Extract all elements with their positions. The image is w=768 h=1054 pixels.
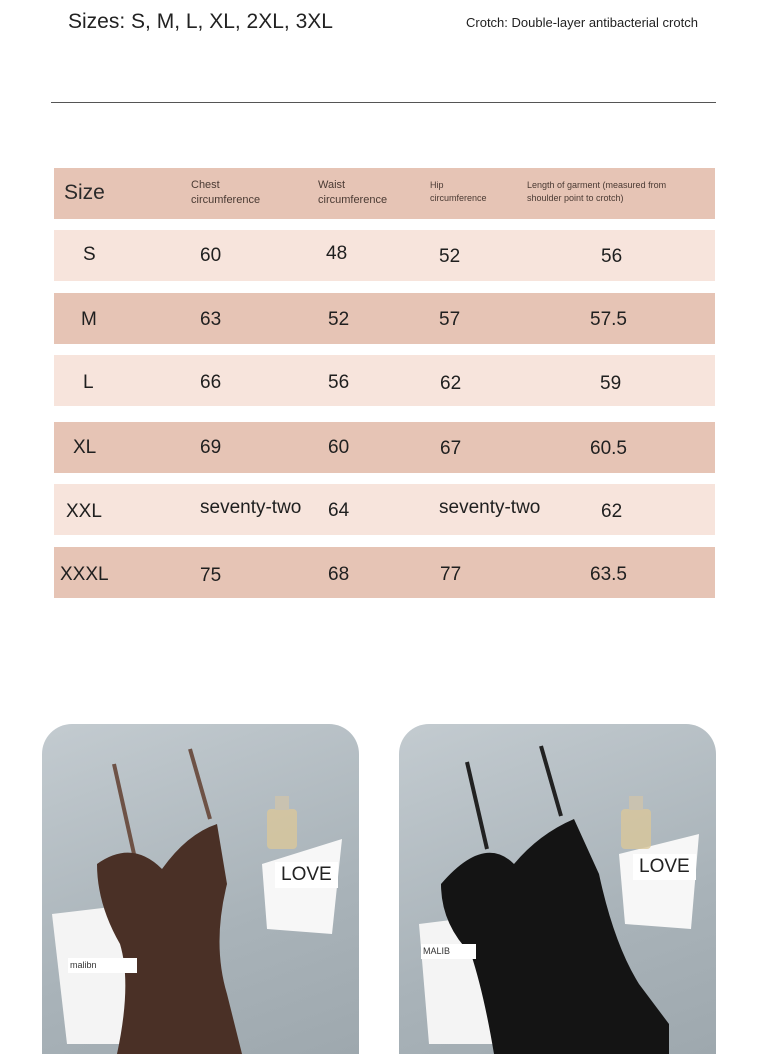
cell-chest: 60 <box>200 245 222 266</box>
sizes-text: Sizes: S, M, L, XL, 2XL, 3XL <box>68 10 333 33</box>
cell-waist: 56 <box>328 372 350 393</box>
cell-waist: 60 <box>328 437 350 458</box>
product-photo-black <box>399 724 716 1054</box>
cell-hip: 52 <box>439 246 461 267</box>
divider <box>51 102 716 103</box>
header-chest: Chest circumference <box>191 179 261 206</box>
cell-waist: 68 <box>328 564 350 585</box>
tag-text: MALIB <box>421 944 476 959</box>
cell-chest: 75 <box>200 565 222 586</box>
cell-length: 57.5 <box>590 309 627 330</box>
photo-illustration-brown <box>42 724 359 1054</box>
tag-text: malibn <box>68 958 137 973</box>
cell-chest: 69 <box>200 437 222 458</box>
cell-chest: seventy-two <box>200 497 302 518</box>
cell-waist: 48 <box>326 243 348 264</box>
cell-hip: 67 <box>440 438 462 459</box>
cell-hip: 57 <box>439 309 461 330</box>
cell-waist: 64 <box>328 500 350 521</box>
cell-hip: 77 <box>440 564 462 585</box>
cell-size: S <box>83 244 96 265</box>
cell-hip: seventy-two <box>439 497 541 518</box>
cell-length: 63.5 <box>590 564 627 585</box>
header-hip: Hip circumference <box>430 180 487 203</box>
cell-size: XXL <box>66 501 102 522</box>
cell-hip: 62 <box>440 373 462 394</box>
cell-size: XXXL <box>60 564 109 585</box>
product-photo-brown <box>42 724 359 1054</box>
table-row <box>54 484 715 535</box>
cell-size: M <box>81 309 97 330</box>
cell-chest: 66 <box>200 372 222 393</box>
table-header-row <box>54 168 715 219</box>
header-waist: Waist circumference <box>318 179 388 206</box>
crotch-text: Crotch: Double-layer antibacterial crotch <box>466 15 698 30</box>
header-length: Length of garment (measured from shoulder point to crotch) <box>527 180 667 203</box>
photo-illustration-black <box>399 724 716 1054</box>
cell-length: 60.5 <box>590 438 627 459</box>
table-row <box>54 355 715 406</box>
love-card-text: LOVE <box>633 854 696 880</box>
cell-length: 62 <box>601 501 623 522</box>
cell-length: 59 <box>600 373 622 394</box>
table-row <box>54 547 715 598</box>
cell-chest: 63 <box>200 309 222 330</box>
header-size: Size <box>64 181 105 204</box>
table-row <box>54 293 715 344</box>
cell-size: XL <box>73 437 97 458</box>
love-card-text: LOVE <box>275 862 338 888</box>
table-row <box>54 230 715 281</box>
cell-length: 56 <box>601 246 623 267</box>
table-row <box>54 422 715 473</box>
cell-waist: 52 <box>328 309 350 330</box>
cell-size: L <box>83 372 94 393</box>
